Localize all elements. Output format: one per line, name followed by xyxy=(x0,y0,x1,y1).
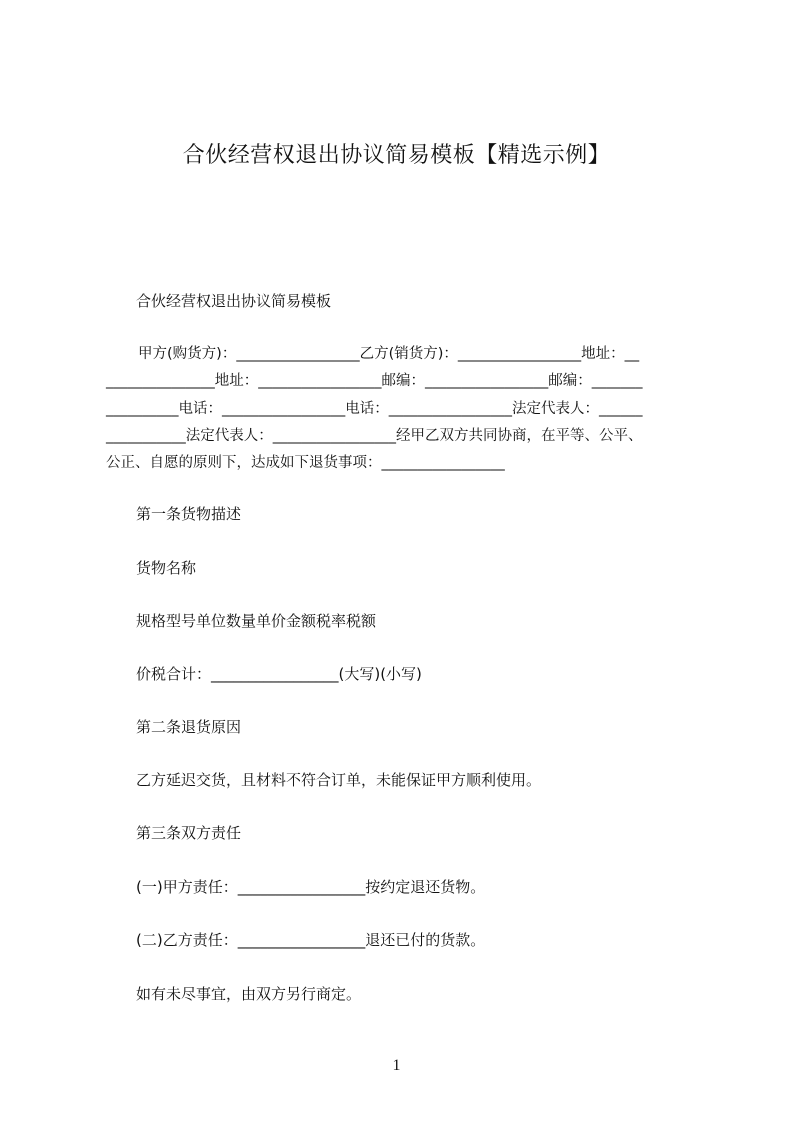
parties-line-2: _______________地址：_________________邮编：_________________邮编：_______ xyxy=(106,373,643,389)
party-b-duty: (二)乙方责任：_________________退还已付的货款。 xyxy=(136,931,486,949)
article-1-heading: 第一条货物描述 xyxy=(136,505,242,523)
article-3-heading: 第三条双方责任 xyxy=(136,824,242,842)
document-title: 合伙经营权退出协议简易模板【精选示例】 xyxy=(182,143,611,168)
goods-columns: 规格型号单位数量单价金额税率税额 xyxy=(136,612,377,630)
goods-name: 货物名称 xyxy=(136,559,197,577)
parties-line-3: __________电话：_________________电话：_________________法定代表人：______ xyxy=(106,401,643,417)
party-a-duty: (一)甲方责任：_________________按约定退还货物。 xyxy=(136,878,486,896)
page-number: 1 xyxy=(392,1057,401,1074)
article-2-heading: 第二条退货原因 xyxy=(136,718,242,736)
parties-line-4: ___________法定代表人：_________________经甲乙双方共同协商，在平等、公平、 xyxy=(106,428,643,444)
parties-line-5: 公正、自愿的原则下，达成如下退货事项：_________________ xyxy=(106,455,505,471)
document-subtitle: 合伙经营权退出协议简易模板 xyxy=(136,292,332,310)
return-reason: 乙方延迟交货，且材料不符合订单，未能保证甲方顺利使用。 xyxy=(136,771,542,789)
parties-line-1: 甲方(购货方)：_________________乙方(销货方)：_________________地址：__ xyxy=(138,346,640,362)
closing-statement: 如有未尽事宜，由双方另行商定。 xyxy=(136,985,362,1003)
total-price: 价税合计：_________________(大写)(小写) xyxy=(136,665,422,683)
